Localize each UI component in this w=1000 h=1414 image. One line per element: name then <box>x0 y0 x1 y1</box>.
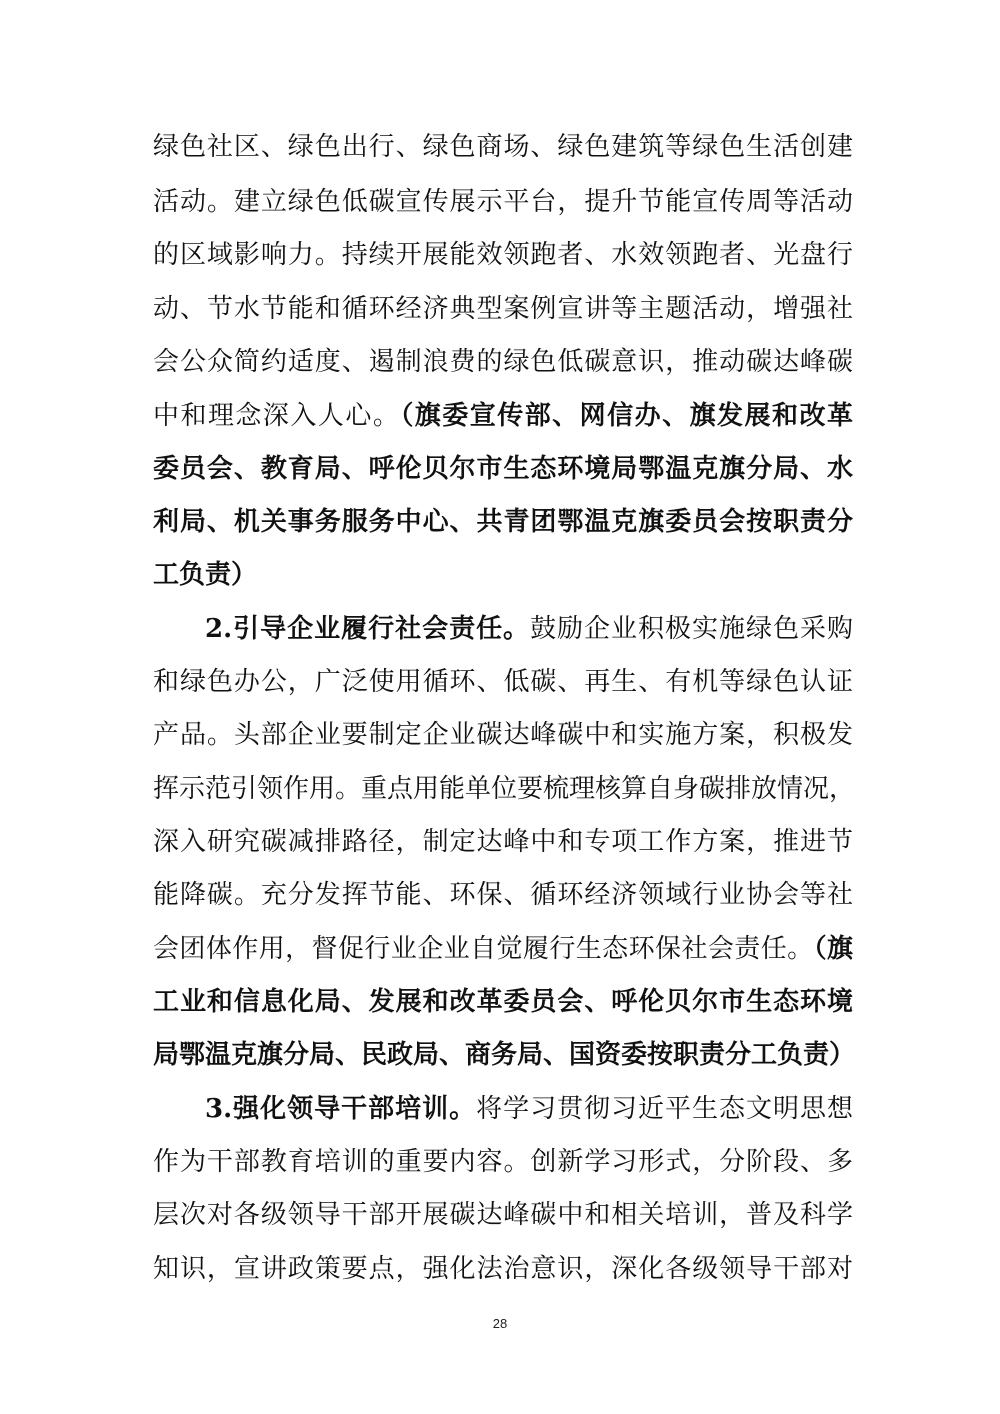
body-text-line: 深入研究碳减排路径，制定达峰中和专项工作方案，推进节 <box>153 827 853 857</box>
section-heading-line <box>205 1096 853 1122</box>
body-text-line: 动、节水节能和循环经济典型案例宣讲等主题活动，增强社 <box>153 294 853 324</box>
body-text-line-mixed <box>153 403 853 429</box>
body-text-line: 活动。建立绿色低碳宣传展示平台，提升节能宣传周等活动 <box>153 187 853 217</box>
body-text-line: 绿色社区、绿色出行、绿色商场、绿色建筑等绿色生活创建 <box>153 132 853 162</box>
responsible-units-line: 工业和信息化局、发展和改革委员会、呼伦贝尔市生态环境 <box>153 987 853 1017</box>
body-text-line: 能降碳。充分发挥节能、环保、循环经济领域行业协会等社 <box>153 880 853 910</box>
body-text-line: 层次对各级领导干部开展碳达峰碳中和相关培训，普及科学 <box>153 1200 853 1230</box>
section-heading: 2.引导企业履行社会责任。 <box>205 614 531 644</box>
responsible-units-line: 委员会、教育局、呼伦贝尔市生态环境局鄂温克旗分局、水 <box>153 454 853 484</box>
body-text-segment: 将学习贯彻习近平生态文明思想 <box>476 1094 853 1124</box>
body-text-line: 作为干部教育培训的重要内容。创新学习形式，分阶段、多 <box>153 1147 853 1177</box>
responsible-units-line: 利局、机关事务服务中心、共青团鄂温克旗委员会按职责分 <box>153 507 853 537</box>
body-text-line: 挥示范引领作用。重点用能单位要梳理核算自身碳排放情况， <box>153 774 856 804</box>
responsible-units-text: （旗 <box>813 934 853 964</box>
body-text-segment: 会团体作用，督促行业企业自觉履行生态环保社会责任。 <box>153 934 814 964</box>
body-text-line-mixed <box>153 936 853 962</box>
page-number: 28 <box>492 1316 508 1331</box>
section-heading-line <box>205 616 853 642</box>
body-text-line: 会公众简约适度、遏制浪费的绿色低碳意识，推动碳达峰碳 <box>153 347 853 377</box>
responsible-units-line: 局鄂温克旗分局、民政局、商务局、国资委按职责分工负责） <box>153 1040 856 1070</box>
body-text-line: 知识，宣讲政策要点，强化法治意识，深化各级领导干部对 <box>153 1254 853 1284</box>
responsible-units-text: （旗委宣传部、网信办、旗发展和改革 <box>400 401 853 431</box>
body-text-segment: 中和理念深入人心。 <box>153 401 401 431</box>
body-text-segment: 鼓励企业积极实施绿色采购 <box>530 614 853 644</box>
body-text-line: 和绿色办公，广泛使用循环、低碳、再生、有机等绿色认证 <box>153 667 853 697</box>
body-text-line: 产品。头部企业要制定企业碳达峰碳中和实施方案，积极发 <box>153 720 853 750</box>
body-text-line: 的区域影响力。持续开展能效领跑者、水效领跑者、光盘行 <box>153 240 853 270</box>
responsible-units-line: 工负责） <box>153 560 258 590</box>
section-heading: 3.强化领导干部培训。 <box>205 1094 477 1124</box>
